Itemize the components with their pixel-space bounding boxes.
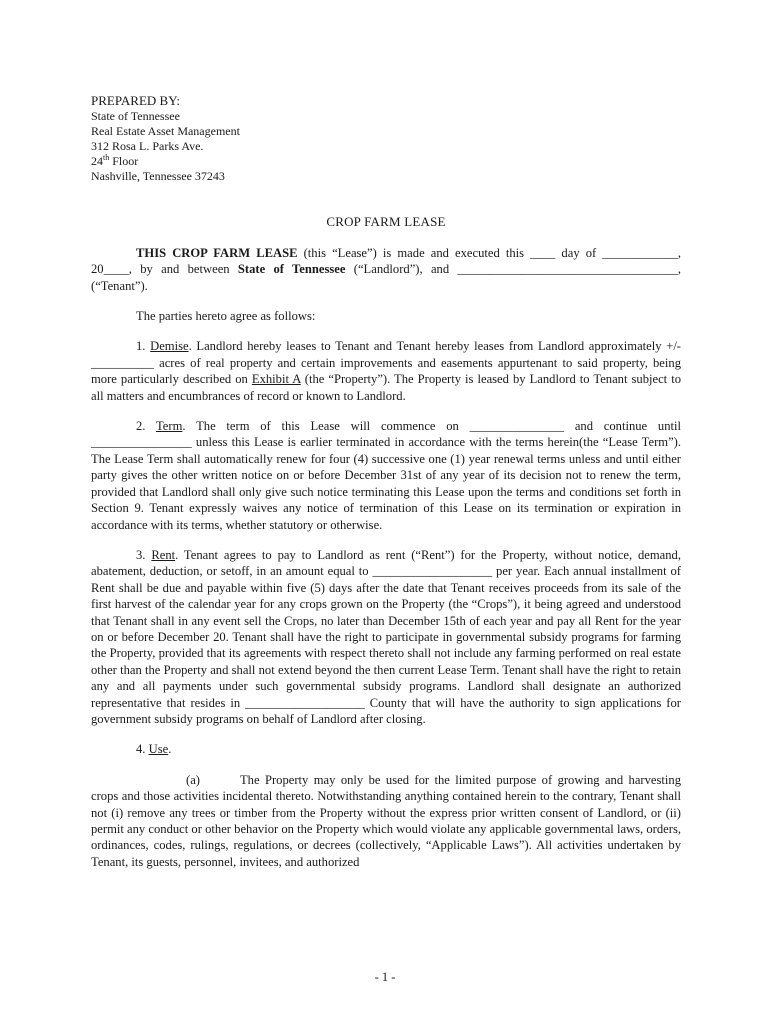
address-line-2: Real Estate Asset Management xyxy=(91,124,240,139)
prepared-by-heading: PREPARED BY: xyxy=(91,93,180,108)
floor-number: 24 xyxy=(91,154,103,169)
address-line-3: 312 Rosa L. Parks Ave. xyxy=(91,139,204,154)
section-4a-paragraph xyxy=(91,772,681,870)
address-line-4 xyxy=(91,154,681,169)
intro-text-2: (“Landlord”), and ___________________________________, (“Tenant”). xyxy=(91,262,681,293)
document-page xyxy=(91,93,681,884)
page-number: - 1 - xyxy=(374,970,396,984)
section-3-heading: Rent xyxy=(151,547,176,562)
section-4-use xyxy=(91,741,681,757)
section-3-text: . Tenant agrees to pay to Landlord as rent (“Rent”) for the Property, without notice, demand, abatement, deduction, or setoff, in an amount equal to ___________________ per year. Each annual installment of Rent shall be due and payable within five (5) days after the date that Tenant receives proceeds from its sale of the first harvest of the calendar year for any crops grown on the Property (the “Crops”), it being agreed and understood that Tenant shall in any event sell the Crops, no later than December 15th of each year and pay all Rent for the year on or before December 20. Tenant shall have the right to participate in governmental subsidy programs for farming the Property, provided that its agreements with respect thereto shall not include any farming performed on real estate other than the Property and shall not extend beyond the then current Lease Term. Tenant shall have the right to retain any and all payments under such governmental subsidy programs. Landlord shall designate an authorized representative that resides in ___________________ County that will have the authority to sign applications for government subsidy programs on behalf of Landlord after closing. xyxy=(91,547,681,726)
section-1-demise xyxy=(91,338,681,404)
agree-paragraph: The parties hereto agree as follows: xyxy=(136,309,316,324)
floor-suffix: th xyxy=(103,153,110,163)
section-4a-text: The Property may only be used for the limited purpose of growing and harvesting crops and those activities incidental thereto. Notwithstanding anything contained herein to the contrary, Tenant shall not (i) remove any trees or timber from the Property without the express prior written consent of Landlord, or (ii) permit any conduct or other behavior on the Property which would violate any applicable governmental laws, orders, ordinances, codes, rulings, regulations, or decrees (collectively, “Applicable Laws”). All activities undertaken by Tenant, its guests, personnel, invitees, and authorized xyxy=(91,772,681,869)
section-2-heading: Term xyxy=(155,419,183,434)
section-4a-label: (a) xyxy=(186,772,200,787)
section-2-term xyxy=(91,418,681,533)
intro-text-1: (this “Lease”) is made and executed this ____ day of ____________, 20____, by and between xyxy=(91,245,681,277)
prepared-by-block xyxy=(91,93,681,184)
intro-paragraph xyxy=(91,245,681,294)
section-3-rent xyxy=(91,547,681,727)
document-title: CROP FARM LEASE xyxy=(326,214,446,230)
section-2-number: 2. xyxy=(136,419,156,434)
section-2-text: . The term of this Lease will commence on _______________ and continue until ________________ unless this Lease is earlier terminated in accordance with the terms herein(the “Lease Term”). The Lease Term shall automatically renew for four (4) successive one (1) year renewal terms unless and until either party gives the other written notice on or before December 31st of any year of its decision not to renew the term, provided that Landlord shall only give such notice terminating this Lease upon the terms and conditions set forth in Section 9. Tenant expressly waives any notice of termination of this Lease on its termination or expiration in accordance with its terms, whether statutory or otherwise. xyxy=(91,419,681,532)
section-4-number: 4. xyxy=(136,742,149,757)
section-1-heading: Demise xyxy=(150,339,189,354)
section-3-number: 3. xyxy=(136,547,152,562)
section-1-text-1: . Landlord hereby leases to Tenant and Tenant hereby leases from Landlord approximately +/- __________ acres of real property and certain improvements and easements appurtenant to said property, being more particularly described on xyxy=(91,339,682,387)
section-1-number: 1. xyxy=(136,339,151,354)
section-1-text-2: (the “Property”). The Property is leased by Landlord to Tenant subject to all matters and encumbrances of record or known to Landlord. xyxy=(91,372,681,403)
section-4-end: . xyxy=(168,742,172,757)
exhibit-reference: Exhibit A xyxy=(251,372,301,387)
intro-party: State of Tennessee xyxy=(237,262,346,277)
address-line-5: Nashville, Tennessee 37243 xyxy=(91,169,225,184)
address-line-1: State of Tennessee xyxy=(91,109,180,124)
floor-label: Floor xyxy=(109,154,139,169)
section-4-heading: Use xyxy=(148,742,169,757)
intro-bold-title: THIS CROP FARM LEASE xyxy=(136,245,298,260)
